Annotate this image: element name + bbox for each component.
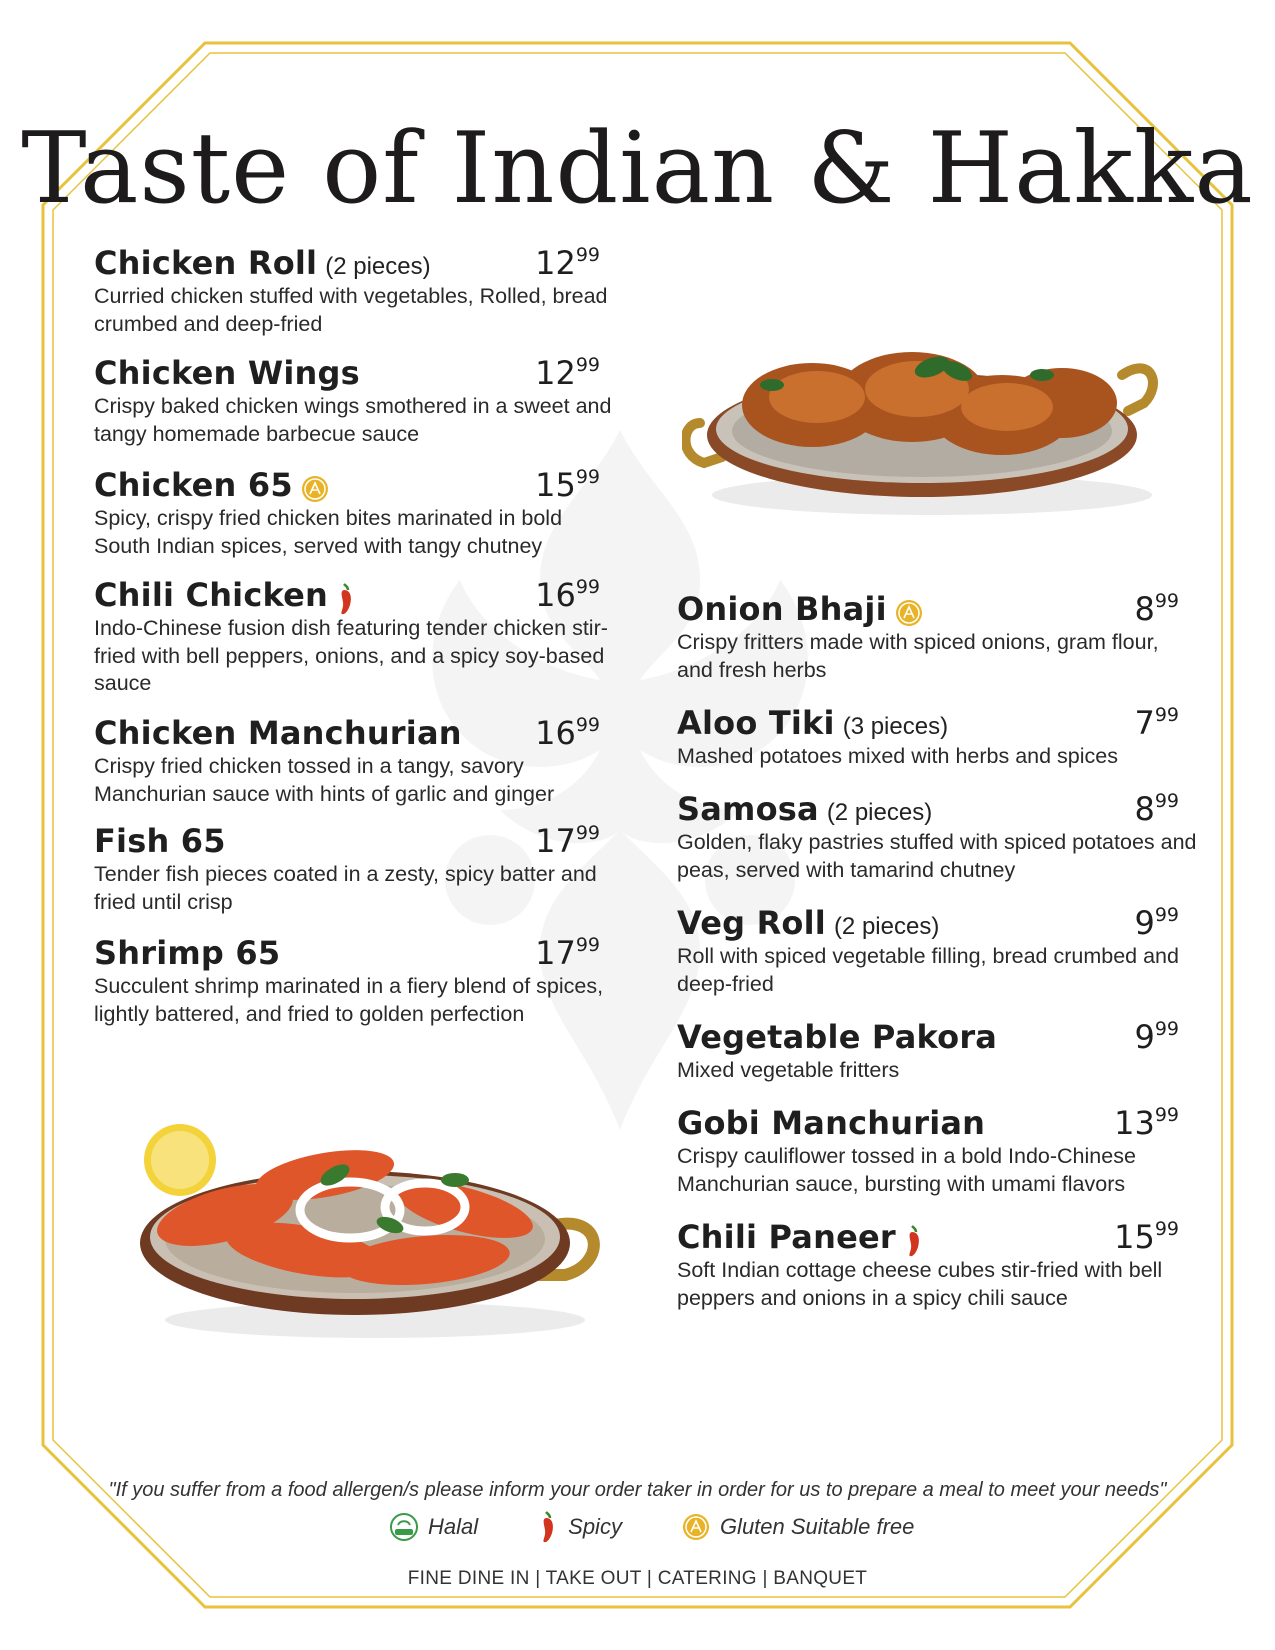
item-description: Mashed potatoes mixed with herbs and spices	[677, 744, 1118, 768]
item-name: Veg Roll	[677, 904, 826, 942]
item-price: $15^{99}$	[535, 466, 600, 504]
fritters-platter-photo	[682, 345, 1182, 525]
item-name: Chili Paneer	[677, 1218, 896, 1256]
item-price: $9^{99}$	[1134, 904, 1179, 942]
item-name: Chicken Roll	[94, 244, 318, 282]
item-description: Mixed vegetable fritters	[677, 1058, 900, 1082]
item-price: $17^{99}$	[535, 822, 600, 860]
item-description: Succulent shrimp marinated in a fiery blend of spices, lightly battered, and fried to golden perfection	[94, 974, 604, 1026]
item-name: Aloo Tiki	[677, 704, 835, 742]
item-name: Fish 65	[94, 822, 226, 860]
item-price: $16^{99}$	[535, 576, 600, 614]
item-description: Crispy fried chicken tossed in a tangy, savory Manchurian sauce with hints of garlic and ginger	[94, 754, 555, 806]
menu-item	[677, 1018, 1197, 1085]
menu-item	[94, 934, 614, 1028]
allergen-note: "If you suffer from a food allergen/s please inform your order taker in order for us to prepare a meal to meet your needs"	[108, 1479, 1167, 1501]
item-name: Chicken Manchurian	[94, 714, 462, 752]
item-name: Samosa	[677, 790, 819, 828]
legend-label: Halal	[428, 1514, 479, 1539]
menu-item	[677, 590, 1197, 684]
item-description: Indo-Chinese fusion dish featuring tender chicken stir-fried with bell peppers, onions, and a spicy soy-based sauce	[94, 616, 608, 695]
item-name: Gobi Manchurian	[677, 1104, 986, 1142]
item-qty: (2 pieces)	[826, 799, 933, 826]
icon-legend	[390, 1510, 974, 1544]
legend-label: Gluten Suitable free	[719, 1514, 915, 1539]
item-name: Vegetable Pakora	[677, 1018, 998, 1056]
menu-item	[677, 904, 1197, 998]
menu-title: Taste of Indian & Hakka	[21, 112, 1254, 226]
service-tagline: FINE DINE IN | TAKE OUT | CATERING | BANQUET	[407, 1568, 868, 1589]
item-name: Chicken Wings	[94, 354, 360, 392]
legend-spicy	[538, 1510, 622, 1544]
chili-pepper-icon	[538, 1510, 558, 1544]
item-qty: (2 pieces)	[833, 913, 940, 940]
item-description: Roll with spiced vegetable filling, bread crumbed and deep-fried	[677, 944, 1179, 996]
item-name: Chicken 65	[94, 466, 293, 504]
menu-item	[94, 466, 614, 560]
menu-item	[677, 704, 1197, 771]
gluten-free-icon	[895, 599, 923, 632]
chili-pepper-icon	[336, 582, 356, 621]
item-price: $9^{99}$	[1134, 1018, 1179, 1056]
item-price: $8^{99}$	[1134, 590, 1179, 628]
item-price: $12^{99}$	[535, 354, 600, 392]
menu-item	[94, 354, 614, 448]
menu-item	[677, 790, 1197, 884]
menu-item	[94, 244, 614, 338]
item-price: $16^{99}$	[535, 714, 600, 752]
item-name: Shrimp 65	[94, 934, 281, 972]
gluten-free-icon	[301, 475, 329, 508]
menu-item	[677, 1218, 1197, 1312]
item-price: $17^{99}$	[535, 934, 600, 972]
chili-pepper-icon	[904, 1224, 924, 1263]
menu-item	[94, 822, 614, 916]
item-price: $12^{99}$	[535, 244, 600, 282]
menu-item	[94, 714, 614, 808]
item-description: Soft Indian cottage cheese cubes stir-fried with bell peppers and onions in a spicy chili sauce	[677, 1258, 1163, 1310]
item-description: Crispy fritters made with spiced onions, gram flour, and fresh herbs	[677, 630, 1159, 682]
legend-halal	[390, 1513, 478, 1541]
menu-item	[94, 576, 614, 698]
item-description: Crispy baked chicken wings smothered in a sweet and tangy homemade barbecue sauce	[94, 394, 612, 446]
item-price: $13^{99}$	[1114, 1104, 1179, 1142]
item-name: Onion Bhaji	[677, 590, 887, 628]
item-qty: (2 pieces)	[325, 253, 431, 280]
legend-label: Spicy	[568, 1514, 622, 1539]
item-description: Curried chicken stuffed with vegetables, Rolled, bread crumbed and deep-fried	[94, 284, 608, 336]
item-price: $15^{99}$	[1114, 1218, 1179, 1256]
item-description: Golden, flaky pastries stuffed with spiced potatoes and peas, served with tamarind chutney	[677, 830, 1197, 882]
item-qty: (3 pieces)	[842, 713, 949, 740]
item-description: Crispy cauliflower tossed in a bold Indo-Chinese Manchurian sauce, bursting with umami flavors	[677, 1144, 1136, 1196]
gluten-free-icon	[682, 1513, 710, 1541]
item-name: Chili Chicken	[94, 576, 329, 614]
item-description: Spicy, crispy fried chicken bites marinated in bold South Indian spices, served with tangy chutney	[94, 506, 563, 558]
menu-item	[677, 1104, 1197, 1198]
legend-gluten-free	[682, 1513, 914, 1541]
item-price: $7^{99}$	[1134, 704, 1179, 742]
item-price: $8^{99}$	[1134, 790, 1179, 828]
shrimp-platter-photo	[135, 1115, 615, 1345]
halal-icon	[390, 1513, 418, 1541]
item-description: Tender fish pieces coated in a zesty, spicy batter and fried until crisp	[94, 862, 597, 914]
